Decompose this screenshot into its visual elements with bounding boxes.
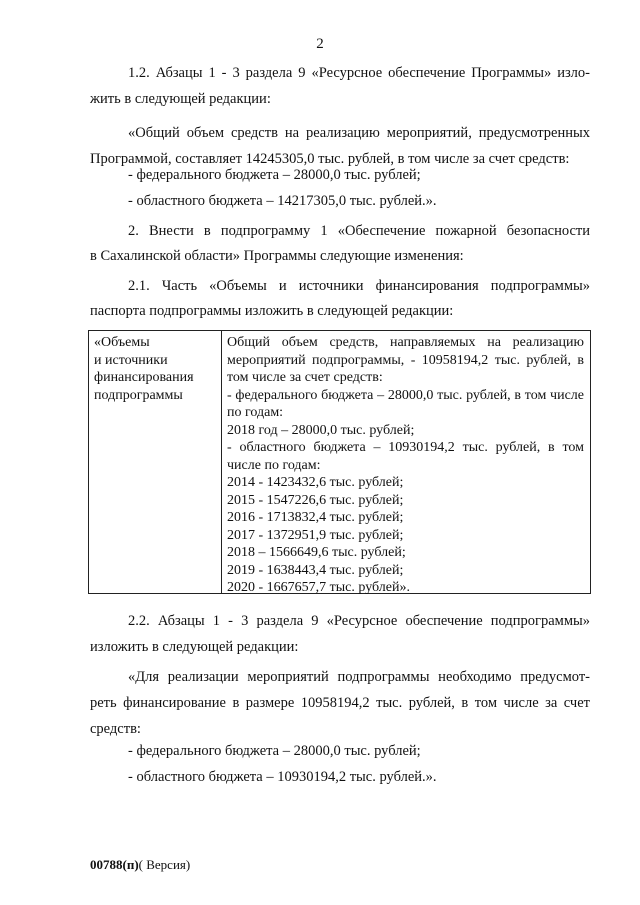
document-footer [90, 857, 190, 873]
paragraph-1-2: 1.2. Абзацы 1 - 3 раздела 9 «Ресурсное обеспечение Программы» изло- [128, 65, 590, 81]
left-line: и источники [94, 352, 168, 368]
table-intro: Общий объем средств, направляемых на реализацию мероприятий подпрограммы, - 10958194,2 тыс. рублей, в том числе за счет средств: [227, 335, 584, 385]
table-regional: - областного бюджета – 10930194,2 тыс. рублей, в том числе по годам: [227, 440, 584, 473]
paragraph-2-2-cont: изложить в следующей редакции: [90, 639, 299, 655]
paragraph-2-1: 2.1. Часть «Объемы и источники финансирования подпрограммы» [128, 278, 590, 294]
paragraph-2-cont: в Сахалинской области» Программы следующие изменения: [90, 248, 464, 264]
table-year-row: 2015 - 1547226,6 тыс. рублей; [227, 492, 404, 508]
left-line: подпрограммы [94, 387, 183, 403]
quote-total-cont: Программой, составляет 14245305,0 тыс. рублей, в том числе за счет средств: [90, 151, 570, 167]
table-year-row: 2020 - 1667657,7 тыс. рублей». [227, 580, 410, 595]
paragraph-1-2-cont: жить в следующей редакции: [90, 91, 271, 107]
table-left-cell [89, 331, 222, 593]
table-year-row: 2018 – 1566649,6 тыс. рублей; [227, 545, 406, 560]
regional-budget-line: - областного бюджета – 14217305,0 тыс. рублей.». [128, 193, 437, 209]
quote-subprogram-end: средств: [90, 721, 141, 737]
paragraph-2: 2. Внести в подпрограмму 1 «Обеспечение пожарной безопасности [128, 223, 590, 239]
federal-budget-line: - федерального бюджета – 28000,0 тыс. рублей; [128, 167, 421, 183]
document-version: ( Версия) [138, 857, 191, 872]
paragraph-2-2: 2.2. Абзацы 1 - 3 раздела 9 «Ресурсное обеспечение подпрограммы» [128, 613, 590, 629]
left-line: финансирования [94, 370, 194, 385]
quote-subprogram-cont: реть финансирование в размере 10958194,2 тыс. рублей, в том числе за счет [90, 695, 590, 711]
sub-federal-line: - федерального бюджета – 28000,0 тыс. рублей; [128, 743, 421, 759]
table-year-row: 2016 - 1713832,4 тыс. рублей; [227, 510, 404, 525]
table-year-row: 2014 - 1423432,6 тыс. рублей; [227, 475, 404, 490]
table-federal: - федерального бюджета – 28000,0 тыс. рублей, в том числе по годам: [227, 387, 584, 420]
sub-regional-line: - областного бюджета – 10930194,2 тыс. рублей.». [128, 769, 437, 785]
document-code: 00788(п) [90, 857, 139, 872]
table-year-row: 2017 - 1372951,9 тыс. рублей; [227, 527, 404, 543]
funding-table [88, 330, 591, 594]
quote-subprogram: «Для реализации мероприятий подпрограммы необходимо предусмот- [128, 669, 590, 685]
left-line: «Объемы [94, 335, 150, 350]
page-number: 2 [316, 36, 324, 52]
table-right-cell [222, 331, 590, 593]
paragraph-2-1-cont: паспорта подпрограммы изложить в следующей редакции: [90, 303, 454, 319]
table-year-row: 2018 год – 28000,0 тыс. рублей; [227, 422, 415, 438]
table-year-row: 2019 - 1638443,4 тыс. рублей; [227, 562, 404, 578]
quote-total: «Общий объем средств на реализацию мероприятий, предусмотренных [128, 125, 590, 141]
